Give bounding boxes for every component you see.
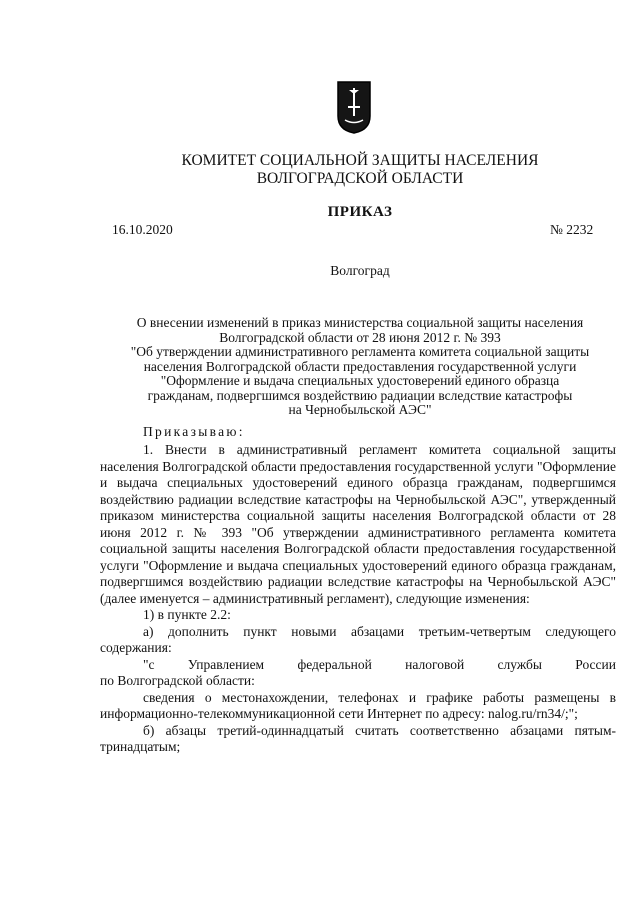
org-line-2: ВОЛГОГРАДСКОЙ ОБЛАСТИ bbox=[256, 170, 464, 187]
subject-line: населения Волгоградской области предоставления государственной услуги bbox=[143, 358, 577, 374]
order-body bbox=[100, 442, 616, 756]
subject-line: "Оформление и выдача специальных удостоверений единого образца bbox=[160, 373, 560, 388]
paragraph-4-line-2: по Волгоградской области: bbox=[100, 673, 255, 688]
document-type: ПРИКАЗ bbox=[327, 204, 393, 220]
city-name: Волгоград bbox=[330, 263, 390, 278]
document-date: 16.10.2020 bbox=[112, 222, 173, 237]
orders-heading: Приказываю: bbox=[143, 424, 245, 439]
paragraph-2: 1) в пункте 2.2: bbox=[143, 607, 231, 622]
subject-line: Волгоградской области от 28 июня 2012 г. № 393 bbox=[219, 329, 501, 345]
paragraph-6: б) абзацы третий-одиннадцатый считать соответственно абзацами пятым-тринадцатым; bbox=[100, 722, 616, 754]
paragraph-4-line-1: "с Управлением федеральной налоговой службы России bbox=[143, 656, 616, 672]
paragraph-1: 1. Внести в административный регламент комитета социальной защиты населения Волгоградской области предоставления государственной услуги "Оформление и выдача специальных удостоверений единого образца гражданам, подвергшимся воздействию радиации вследствие катастрофы на Чернобыльской АЭС", утвержденный приказом министерства социальной защиты населения Волгоградской области от 28 июня 2012 г. № 393 "Об утверждении административного регламента комитета социальной защиты населения Волгоградской области предоставления государственной услуги "Оформление и выдача специальных удостоверений единого образца гражданам, подвергшимся воздействию радиации вследствие катастрофы на Чернобыльской АЭС" (далее именуется – административный регламент), следующие изменения: bbox=[100, 442, 616, 606]
subject-line: О внесении изменений в приказ министерства социальной защиты населения bbox=[136, 315, 584, 330]
paragraph-5: сведения о местонахождении, телефонах и графике работы размещены в информационно-телекоммуникационной сети Интернет по адресу: nalog.ru/rn34/;"; bbox=[100, 689, 616, 721]
subject-line: на Чернобыльской АЭС" bbox=[288, 402, 432, 417]
organization-name bbox=[60, 152, 640, 188]
document-number: № 2232 bbox=[550, 222, 594, 237]
subject-line: гражданам, подвергшимся воздействию радиации вследствие катастрофы bbox=[147, 387, 573, 403]
order-subject bbox=[100, 316, 620, 418]
subject-line: "Об утверждении административного регламента комитета социальной защиты bbox=[130, 344, 590, 359]
volgograd-coat-of-arms-icon bbox=[336, 80, 372, 134]
org-line-1: КОМИТЕТ СОЦИАЛЬНОЙ ЗАЩИТЫ НАСЕЛЕНИЯ bbox=[181, 152, 539, 169]
paragraph-3: а) дополнить пункт новыми абзацами третьим-четвертым следующего содержания: bbox=[100, 623, 616, 655]
